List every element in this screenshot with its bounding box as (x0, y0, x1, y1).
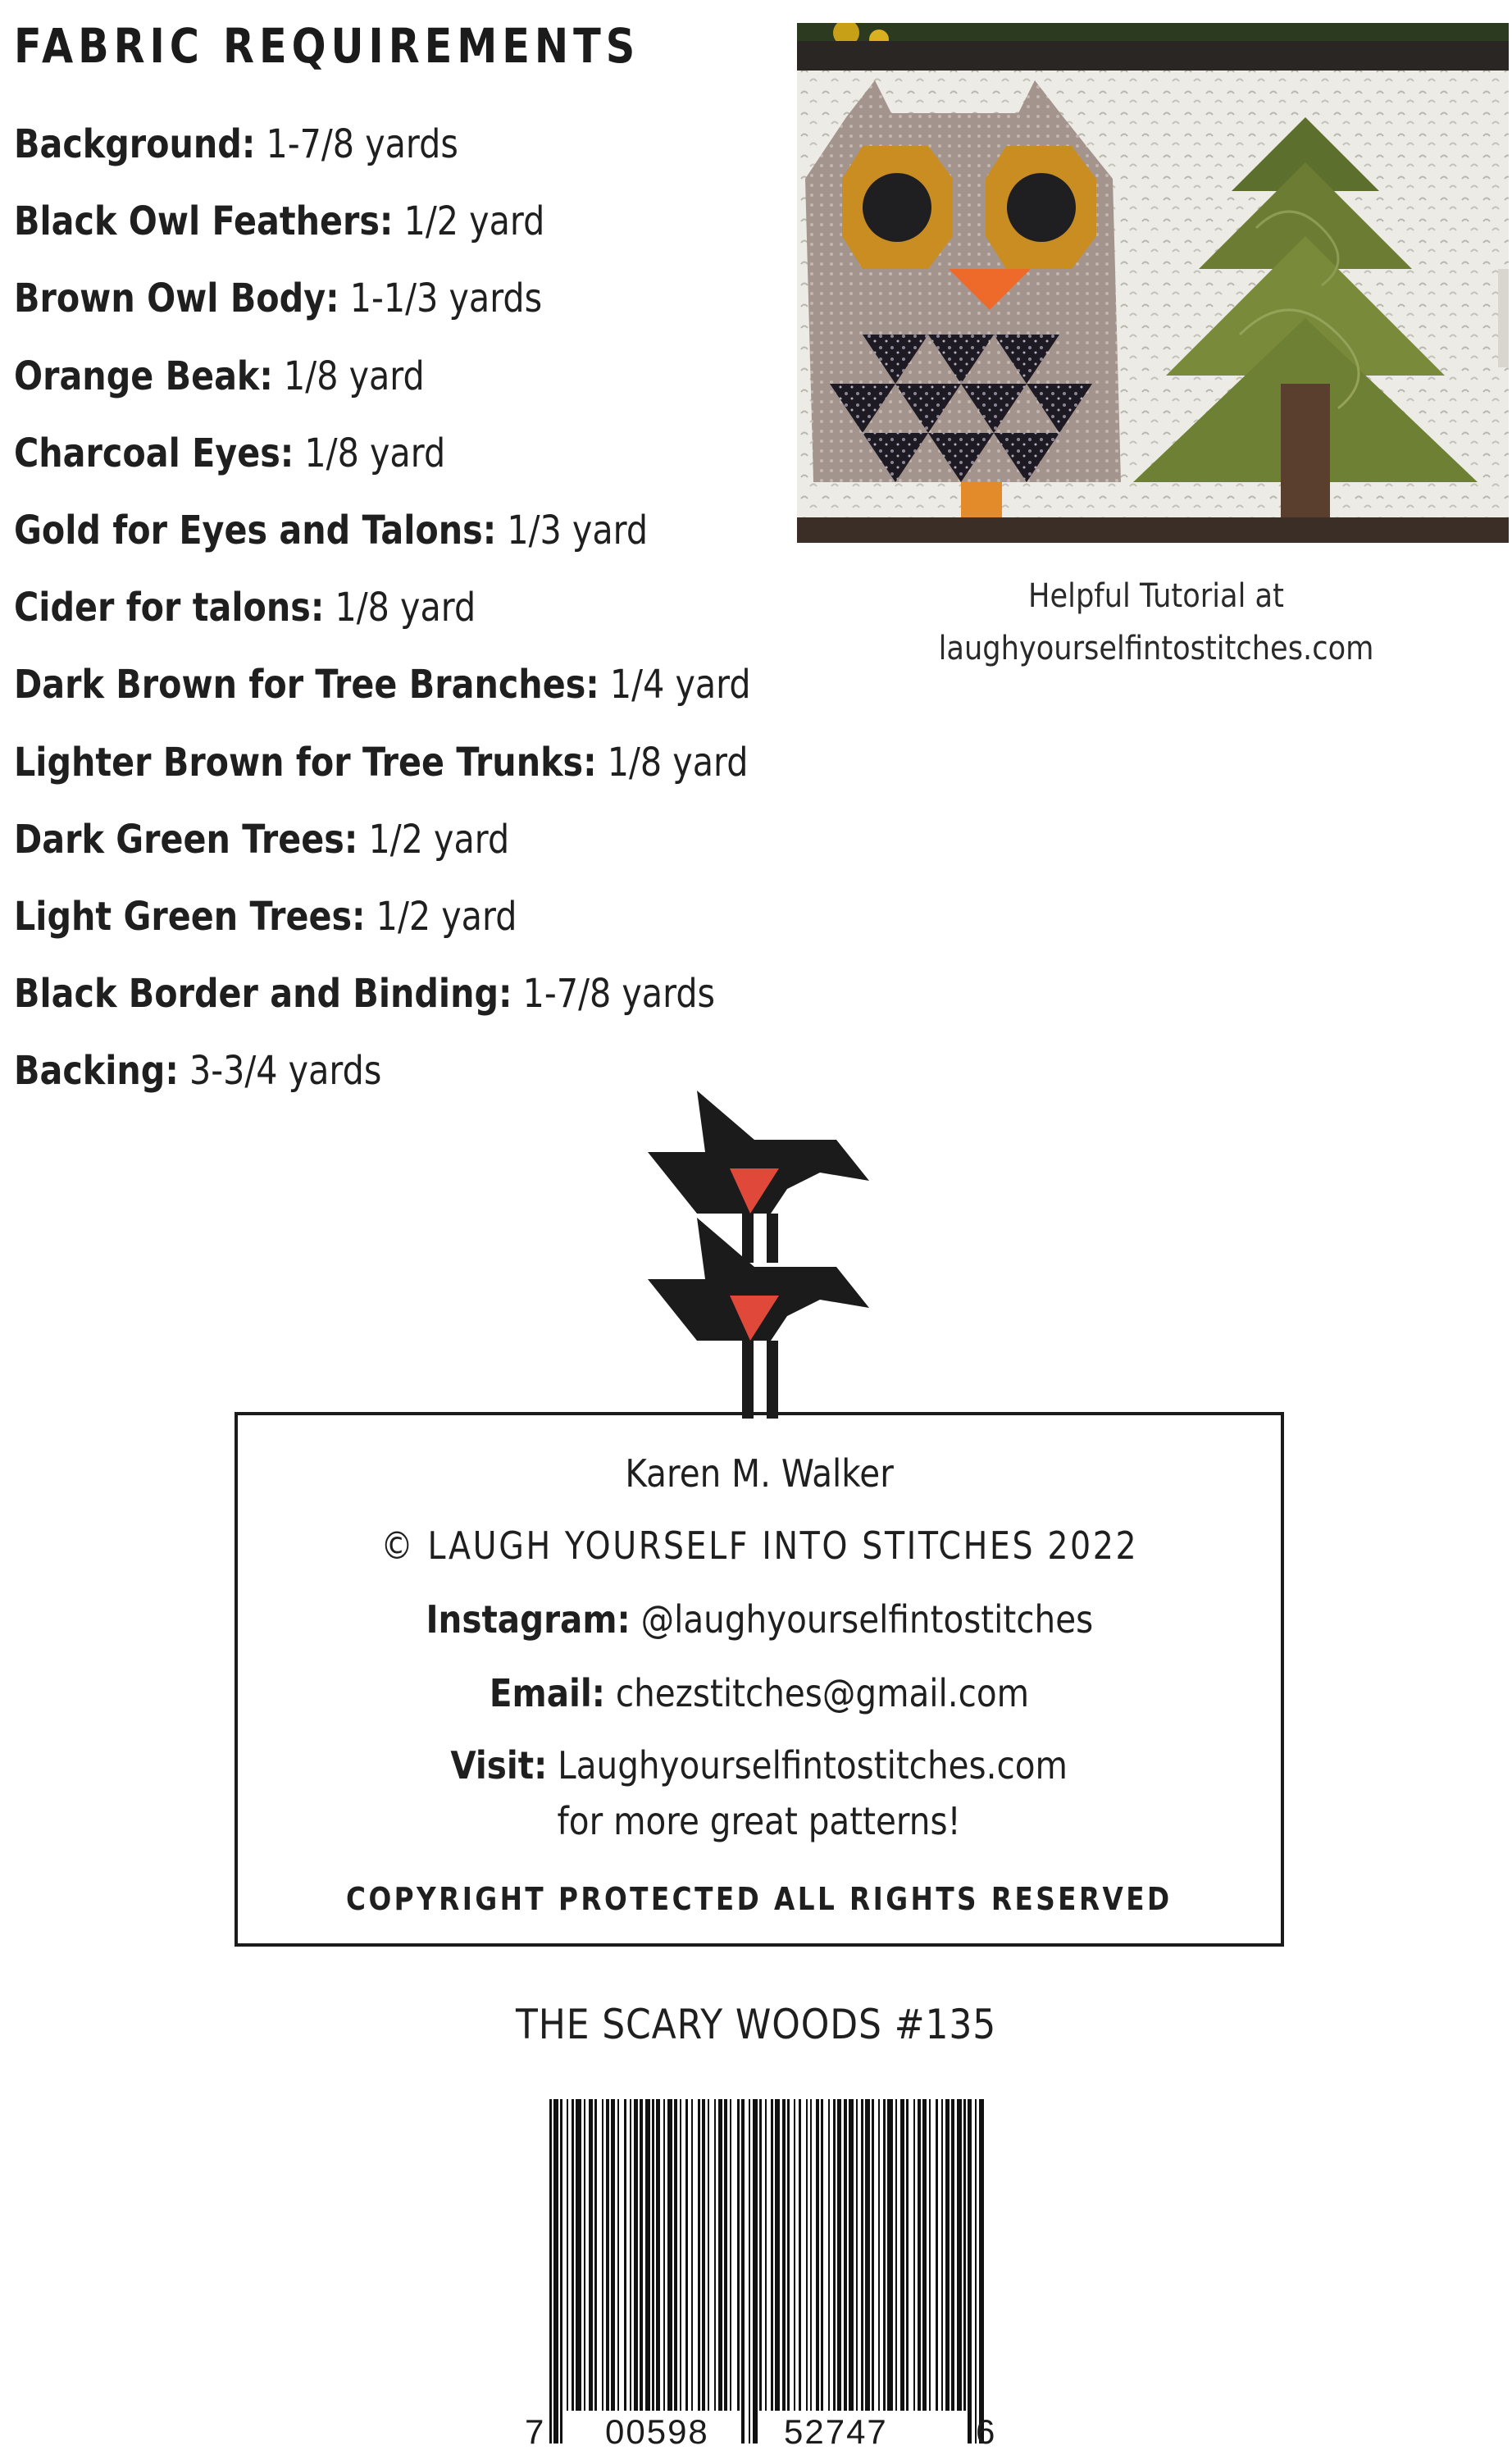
fabric-item-label: Orange Beak: (14, 353, 273, 399)
fabric-item-value: 1/8 yard (335, 585, 476, 631)
quilt-photo (797, 23, 1509, 543)
copyright-text: © LAUGH YOURSELF INTO STITCHES 2022 (380, 1523, 1139, 1568)
instagram-line (238, 1597, 1281, 1642)
fabric-item-value: 1-1/3 yards (349, 276, 543, 322)
fabric-item-label: Cider for talons: (14, 585, 325, 631)
fabric-item-label: Dark Green Trees: (14, 816, 358, 863)
email-line (238, 1671, 1281, 1715)
fabric-item-label: Lighter Brown for Tree Trunks: (14, 739, 597, 786)
fabric-item-value: 1/2 yard (368, 816, 510, 863)
fabric-item-value: 1/2 yard (403, 198, 545, 245)
email-label: Email: (489, 1671, 605, 1715)
fabric-item (14, 583, 705, 660)
visit-line (238, 1743, 1281, 1788)
fabric-item-value: 1-7/8 yards (522, 971, 716, 1018)
stacked-crows-logo-icon (648, 1091, 877, 1419)
copyright-line (238, 1523, 1281, 1568)
fabric-item (14, 738, 749, 815)
fabric-item (14, 815, 705, 892)
fabric-item-label: Gold for Eyes and Talons: (14, 507, 497, 553)
barcode-last-digit: 6 (976, 2412, 995, 2451)
product-title-text: THE SCARY WOODS #135 (515, 2001, 997, 2048)
fabric-item-label: Dark Brown for Tree Branches: (14, 662, 599, 708)
tutorial-note (869, 570, 1443, 675)
fabric-item-value: 1/2 yard (376, 893, 517, 940)
fabric-item (14, 197, 705, 274)
instagram-handle[interactable]: @laughyourselfintostitches (640, 1597, 1093, 1642)
author-name: Karen M. Walker (625, 1451, 894, 1496)
tagline-line (238, 1799, 1281, 1843)
upc-barcode-icon (492, 2091, 1033, 2460)
tutorial-link[interactable]: laughyourselfintostitches.com (938, 630, 1374, 667)
fabric-item-label: Background: (14, 121, 256, 167)
visit-tagline: for more great patterns! (557, 1799, 962, 1843)
fabric-requirements-title: FABRIC REQUIREMENTS (14, 18, 640, 74)
fabric-item-value: 1/8 yard (284, 353, 425, 399)
fabric-item-label: Light Green Trees: (14, 893, 366, 940)
contact-info-box (235, 1412, 1284, 1947)
fabric-item-label: Brown Owl Body: (14, 276, 339, 322)
barcode-right-group: 52747 (784, 2412, 888, 2451)
fabric-item (14, 892, 705, 969)
fabric-item-value: 1/4 yard (609, 662, 751, 708)
barcode-first-digit: 7 (525, 2412, 544, 2451)
fabric-item-label: Black Border and Binding: (14, 971, 512, 1018)
fabric-item (14, 969, 716, 1046)
barcode-left-group: 00598 (605, 2412, 709, 2451)
fabric-item-value: 1-7/8 yards (266, 121, 458, 167)
tutorial-line-1: Helpful Tutorial at (1028, 577, 1284, 615)
website-link[interactable]: Laughyourselfintostitches.com (558, 1743, 1068, 1788)
fabric-requirements-list (14, 120, 817, 1123)
fabric-item-label: Backing: (14, 1048, 179, 1095)
stacked-crows-logo (648, 1091, 877, 1419)
fabric-item (14, 352, 705, 429)
fabric-item (14, 1046, 705, 1123)
owl-and-tree-quilt-photo-icon (797, 23, 1509, 543)
author-line (238, 1451, 1281, 1496)
fabric-item (14, 660, 751, 737)
visit-label: Visit: (450, 1743, 548, 1788)
rights-text: COPYRIGHT PROTECTED ALL RIGHTS RESERVED (346, 1881, 1173, 1917)
fabric-item-value: 1/8 yard (607, 739, 749, 786)
fabric-item (14, 120, 705, 197)
fabric-item (14, 274, 705, 351)
upc-barcode (492, 2091, 1033, 2460)
fabric-item-value: 3-3/4 yards (189, 1048, 382, 1095)
fabric-item-value: 1/8 yard (304, 430, 446, 476)
fabric-item (14, 506, 705, 583)
fabric-item-label: Black Owl Feathers: (14, 198, 394, 245)
fabric-item-value: 1/3 yard (507, 507, 649, 553)
product-title (0, 2001, 1512, 2048)
rights-line (238, 1874, 1281, 1919)
fabric-item-label: Charcoal Eyes: (14, 430, 294, 476)
email-address[interactable]: chezstitches@gmail.com (615, 1671, 1030, 1715)
instagram-label: Instagram: (426, 1597, 631, 1642)
fabric-item (14, 429, 705, 506)
